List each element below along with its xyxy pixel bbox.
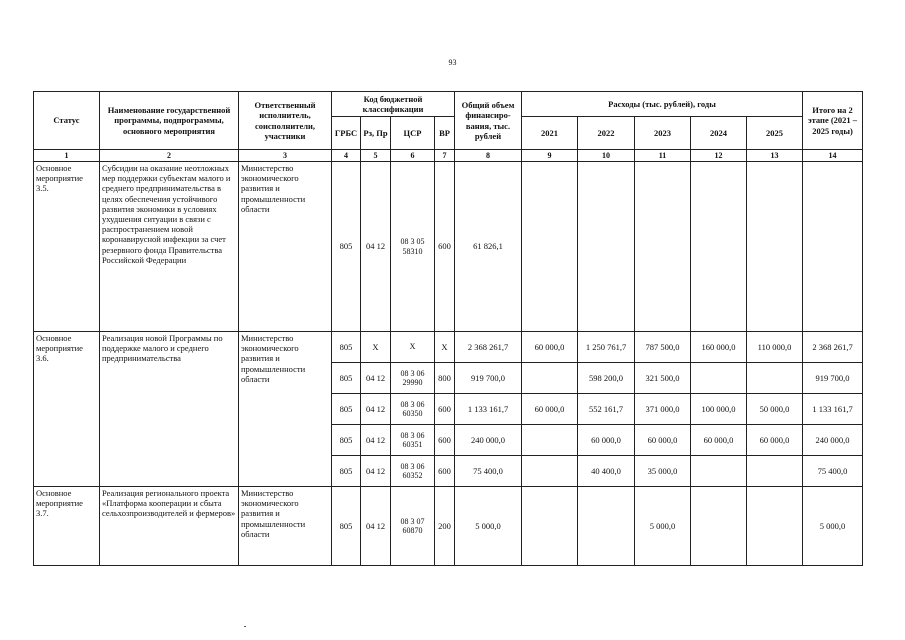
cell-grbs: 805 — [332, 425, 361, 456]
measure-name: Реализация регионального проекта «Платформа кооперации и сбыта сельхозпроизводителей и фермеров» — [100, 487, 239, 566]
page-number: 93 — [448, 58, 457, 67]
column-number: 14 — [803, 150, 863, 162]
cell-rz-pr: 04 12 — [361, 162, 391, 332]
cell-2024: 160 000,0 — [691, 332, 747, 363]
cell-total: 5 000,0 — [455, 487, 522, 566]
cell-2025 — [747, 487, 803, 566]
cell-total: 919 700,0 — [455, 363, 522, 394]
cell-rz-pr: Х — [361, 332, 391, 363]
column-number: 7 — [435, 150, 455, 162]
budget-table — [33, 91, 863, 566]
cell-2025: 110 000,0 — [747, 332, 803, 363]
measure-status: Основное мероприятие 3.5. — [34, 162, 100, 332]
col-header-rz-pr: Рз, Пр — [361, 117, 391, 150]
column-number: 10 — [578, 150, 635, 162]
cell-2021 — [522, 456, 578, 487]
table-row — [34, 162, 863, 332]
cell-2021 — [522, 162, 578, 332]
cell-rz-pr: 04 12 — [361, 394, 391, 425]
cell-2023: 35 000,0 — [635, 456, 691, 487]
cell-grbs: 805 — [332, 394, 361, 425]
cell-csr: 08 3 06 60350 — [391, 394, 435, 425]
cell-2025 — [747, 162, 803, 332]
column-number: 1 — [34, 150, 100, 162]
cell-2024 — [691, 363, 747, 394]
table-row — [34, 487, 863, 566]
col-header-budget-code: Код бюджетной классификации — [332, 92, 455, 117]
cell-grbs: 805 — [332, 487, 361, 566]
col-header-year: 2021 — [522, 117, 578, 150]
cell-2024: 60 000,0 — [691, 425, 747, 456]
cell-csr: 08 3 05 58310 — [391, 162, 435, 332]
cell-2021: 60 000,0 — [522, 332, 578, 363]
cell-rz-pr: 04 12 — [361, 363, 391, 394]
cell-2024 — [691, 487, 747, 566]
cell-vr: 800 — [435, 363, 455, 394]
col-header-total-financing: Общий объем финансиро- вания, тыс. рублей — [455, 92, 522, 150]
cell-total: 61 826,1 — [455, 162, 522, 332]
cell-2022: 552 161,7 — [578, 394, 635, 425]
cell-2022 — [578, 487, 635, 566]
cell-2023: 787 500,0 — [635, 332, 691, 363]
measure-executor: Министерство экономического развития и промышленности области — [239, 332, 332, 487]
scan-speck — [244, 626, 246, 627]
cell-2022 — [578, 162, 635, 332]
cell-itogo: 1 133 161,7 — [803, 394, 863, 425]
col-header-csr: ЦСР — [391, 117, 435, 150]
col-header-year: 2024 — [691, 117, 747, 150]
cell-2024 — [691, 456, 747, 487]
column-number: 9 — [522, 150, 578, 162]
column-number: 3 — [239, 150, 332, 162]
cell-vr: 600 — [435, 456, 455, 487]
column-number: 5 — [361, 150, 391, 162]
column-number: 4 — [332, 150, 361, 162]
column-number: 13 — [747, 150, 803, 162]
cell-csr: 08 3 06 29990 — [391, 363, 435, 394]
measure-executor: Министерство экономического развития и промышленности области — [239, 487, 332, 566]
column-number: 8 — [455, 150, 522, 162]
table-row — [34, 332, 863, 363]
cell-itogo: 75 400,0 — [803, 456, 863, 487]
measure-status: Основное мероприятие 3.6. — [34, 332, 100, 487]
cell-2025: 60 000,0 — [747, 425, 803, 456]
col-header-name: Наименование государственной программы, подпрограммы, основного мероприятия — [100, 92, 239, 150]
col-header-vr: ВР — [435, 117, 455, 150]
measure-name: Субсидии на оказание неотложных мер поддержки субъектам малого и среднего предпринимательства в целях обеспечения устойчивого развития экономики в условиях ухудшения ситуации в связи с распространением новой коронавирусной инфекции за счет резервного фонда Правительства Российской Федерации — [100, 162, 239, 332]
cell-csr: 08 3 07 60870 — [391, 487, 435, 566]
cell-grbs: 805 — [332, 332, 361, 363]
col-header-grbs: ГРБС — [332, 117, 361, 150]
cell-rz-pr: 04 12 — [361, 425, 391, 456]
cell-2023: 60 000,0 — [635, 425, 691, 456]
col-header-expenses: Расходы (тыс. рублей), годы — [522, 92, 803, 117]
cell-2021 — [522, 425, 578, 456]
cell-itogo — [803, 162, 863, 332]
col-header-year: 2023 — [635, 117, 691, 150]
column-number-row — [34, 150, 863, 162]
cell-grbs: 805 — [332, 363, 361, 394]
cell-2021 — [522, 487, 578, 566]
cell-total: 2 368 261,7 — [455, 332, 522, 363]
col-header-year: 2022 — [578, 117, 635, 150]
cell-vr: 600 — [435, 394, 455, 425]
cell-2023: 5 000,0 — [635, 487, 691, 566]
cell-2024: 100 000,0 — [691, 394, 747, 425]
cell-total: 240 000,0 — [455, 425, 522, 456]
cell-rz-pr: 04 12 — [361, 456, 391, 487]
header-row — [34, 92, 863, 117]
col-header-year: 2025 — [747, 117, 803, 150]
cell-2025 — [747, 363, 803, 394]
measure-executor: Министерство экономического развития и промышленности области — [239, 162, 332, 332]
cell-2022: 1 250 761,7 — [578, 332, 635, 363]
cell-total: 75 400,0 — [455, 456, 522, 487]
cell-rz-pr: 04 12 — [361, 487, 391, 566]
measure-name: Реализация новой Программы по поддержке малого и среднего предпринимательства — [100, 332, 239, 487]
cell-vr: 600 — [435, 162, 455, 332]
cell-2022: 598 200,0 — [578, 363, 635, 394]
cell-2023: 321 500,0 — [635, 363, 691, 394]
measure-status: Основное мероприятие 3.7. — [34, 487, 100, 566]
cell-2025 — [747, 456, 803, 487]
cell-2023 — [635, 162, 691, 332]
cell-total: 1 133 161,7 — [455, 394, 522, 425]
cell-2023: 371 000,0 — [635, 394, 691, 425]
cell-csr: 08 3 06 60351 — [391, 425, 435, 456]
cell-csr: 08 3 06 60352 — [391, 456, 435, 487]
cell-2021 — [522, 363, 578, 394]
col-header-itogo: Итого на 2 этапе (2021 – 2025 годы) — [803, 92, 863, 150]
cell-itogo: 2 368 261,7 — [803, 332, 863, 363]
cell-2022: 60 000,0 — [578, 425, 635, 456]
cell-2024 — [691, 162, 747, 332]
column-number: 2 — [100, 150, 239, 162]
cell-2025: 50 000,0 — [747, 394, 803, 425]
cell-itogo: 240 000,0 — [803, 425, 863, 456]
column-number: 11 — [635, 150, 691, 162]
cell-csr: Х — [391, 332, 435, 363]
col-header-status: Статус — [34, 92, 100, 150]
col-header-executor: Ответственный исполнитель, соисполнители, участники — [239, 92, 332, 150]
cell-itogo: 919 700,0 — [803, 363, 863, 394]
cell-2022: 40 400,0 — [578, 456, 635, 487]
cell-grbs: 805 — [332, 162, 361, 332]
cell-itogo: 5 000,0 — [803, 487, 863, 566]
cell-2021: 60 000,0 — [522, 394, 578, 425]
column-number: 6 — [391, 150, 435, 162]
cell-vr: 600 — [435, 425, 455, 456]
column-number: 12 — [691, 150, 747, 162]
cell-vr: 200 — [435, 487, 455, 566]
cell-vr: Х — [435, 332, 455, 363]
cell-grbs: 805 — [332, 456, 361, 487]
